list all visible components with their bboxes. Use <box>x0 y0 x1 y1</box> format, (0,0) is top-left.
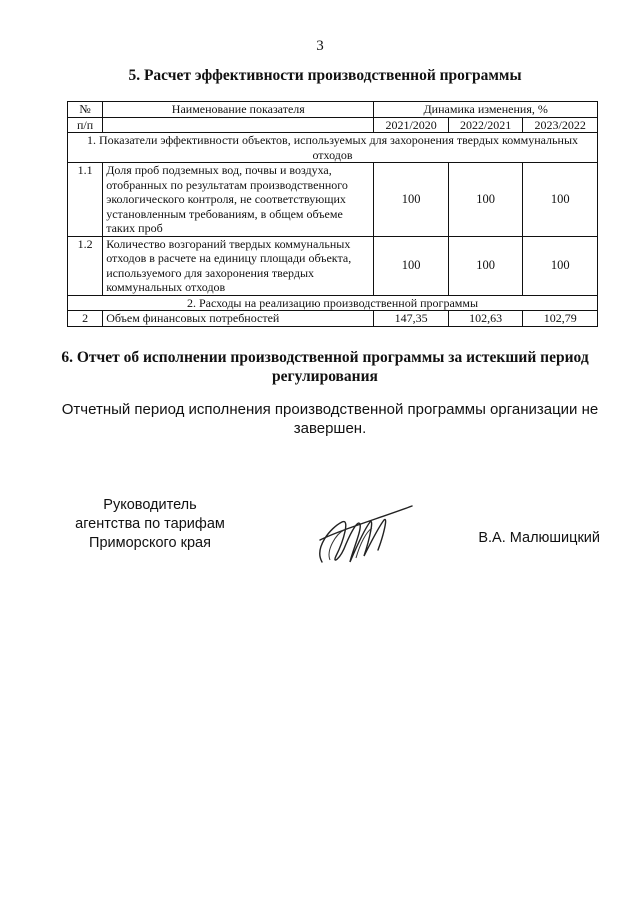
group-1-header: 1. Показатели эффективности объектов, используемых для захоронения твердых коммунальных отходов <box>68 133 598 163</box>
section-5-title: 5. Расчет эффективности производственной программы <box>128 67 522 84</box>
header-dynamics: Динамика изменения, % <box>374 102 598 118</box>
report-text: Отчетный период исполнения производственной программы организации не завершен. <box>61 401 599 437</box>
row-name: Объем финансовых потребностей <box>103 311 374 327</box>
row-value: 147,35 <box>374 311 449 327</box>
row-value: 100 <box>374 236 449 295</box>
signer-title-line: Приморского края <box>89 535 211 551</box>
row-value: 100 <box>523 163 598 237</box>
efficiency-table <box>67 101 598 327</box>
header-year: 2022/2021 <box>448 117 523 133</box>
row-num: 1.1 <box>68 163 103 237</box>
header-num-sub: п/п <box>68 117 103 133</box>
row-num: 2 <box>68 311 103 327</box>
row-name: Количество возгораний твердых коммунальных отходов в расчете на единицу площади объекта, используемого для захоронения твердых коммунальных отходов <box>103 236 374 295</box>
row-value: 100 <box>448 163 523 237</box>
row-num: 1.2 <box>68 236 103 295</box>
header-year: 2023/2022 <box>523 117 598 133</box>
signer-title <box>60 496 240 553</box>
signer-title-line: агентства по тарифам <box>75 516 225 532</box>
header-name: Наименование показателя <box>103 102 374 118</box>
row-value: 102,63 <box>448 311 523 327</box>
row-value: 100 <box>448 236 523 295</box>
signer-title-line: Руководитель <box>103 497 197 513</box>
signer-name: В.А. Малюшицкий <box>478 530 600 546</box>
row-value: 102,79 <box>523 311 598 327</box>
group-2-header: 2. Расходы на реализацию производственной программы <box>68 295 598 311</box>
section-6-title: 6. Отчет об исполнении производственной программы за истекший период регулирования <box>61 349 589 385</box>
page-number: 3 <box>316 38 324 54</box>
row-name: Доля проб подземных вод, почвы и воздуха, отобранных по результатам производственного экологического контроля, не соответствующих установленным требованиям, в общем объеме таких проб <box>103 163 374 237</box>
table-row <box>68 236 598 295</box>
header-num: № <box>68 102 103 118</box>
signature-icon <box>300 500 420 580</box>
header-name-empty <box>103 117 374 133</box>
header-year: 2021/2020 <box>374 117 449 133</box>
row-value: 100 <box>523 236 598 295</box>
table-row <box>68 163 598 237</box>
table-row <box>68 311 598 327</box>
row-value: 100 <box>374 163 449 237</box>
